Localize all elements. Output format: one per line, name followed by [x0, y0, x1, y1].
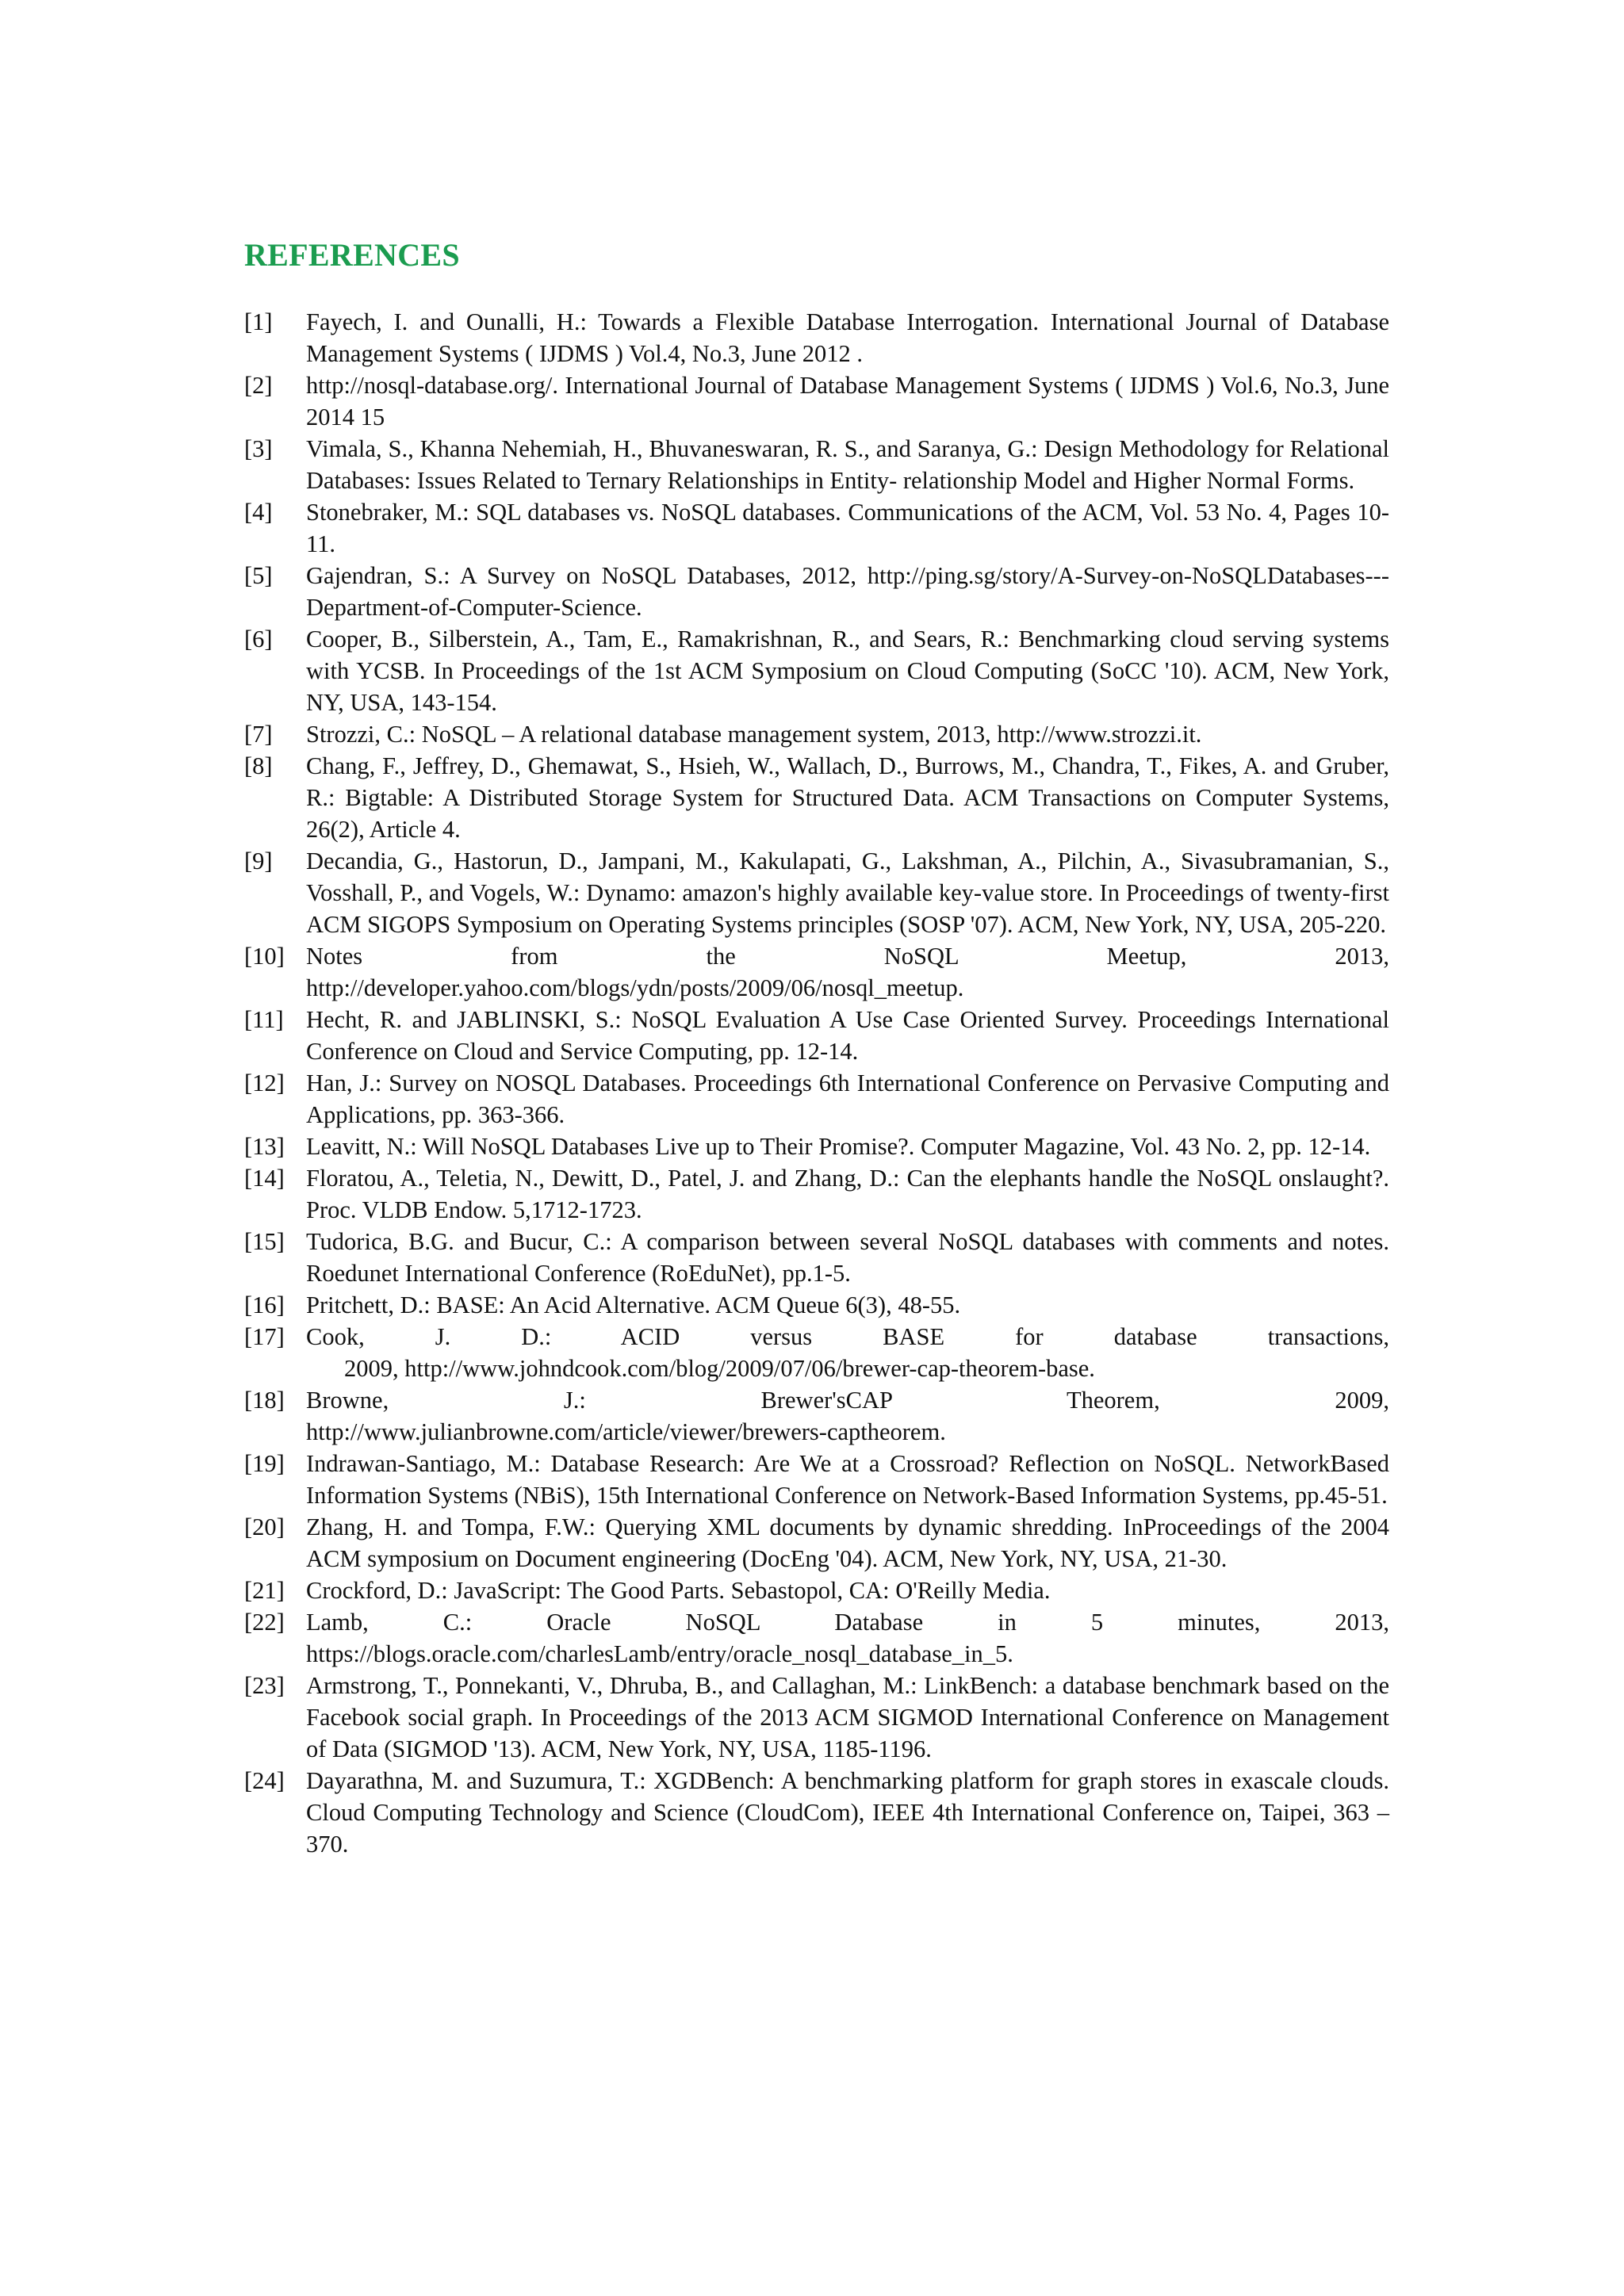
reference-item [244, 750, 1389, 845]
reference-text [306, 1765, 1389, 1860]
reference-item [244, 1765, 1389, 1860]
reference-item [244, 1670, 1389, 1765]
reference-text [306, 369, 1389, 433]
reference-number: [14] [244, 1165, 285, 1192]
reference-number: [24] [244, 1767, 285, 1794]
reference-text-line: Strozzi, C.: NoSQL – A relational database management system, 2013, http://www.strozzi.it. [306, 721, 1202, 748]
reference-number: [18] [244, 1387, 285, 1414]
reference-text-line: Indrawan-Santiago, M.: Database Research: Are We at a Crossroad? Reflection on NoSQL. NetworkBased Information Systems (NBiS), 15th International Conference on Network-Based Information Systems, pp.45-51. [306, 1450, 1389, 1509]
reference-number: [23] [244, 1672, 285, 1699]
reference-item [244, 1606, 1389, 1670]
reference-text-line: Han, J.: Survey on NOSQL Databases. Proceedings 6th International Conference on Pervasive Computing and Applications, pp. 363-366. [306, 1070, 1389, 1128]
reference-item [244, 940, 1389, 1004]
reference-text-line: http://www.julianbrowne.com/article/viewer/brewers-captheorem. [306, 1418, 946, 1445]
reference-text [306, 1575, 1389, 1606]
reference-text-line: Dayarathna, M. and Suzumura, T.: XGDBench: A benchmarking platform for graph stores in exascale clouds. Cloud Computing Technology and Science (CloudCom), IEEE 4th International Conference on, Taipei, 363 – 370. [306, 1767, 1389, 1858]
reference-number: [20] [244, 1513, 285, 1540]
reference-text-line: Cook, J. D.: ACID versus BASE for database transactions, [306, 1323, 1389, 1350]
reference-number: [19] [244, 1450, 285, 1477]
reference-text-line: Hecht, R. and JABLINSKI, S.: NoSQL Evaluation A Use Case Oriented Survey. Proceedings International Conference on Cloud and Service Computing, pp. 12-14. [306, 1006, 1389, 1065]
reference-number: [12] [244, 1070, 285, 1096]
reference-item [244, 1384, 1389, 1448]
reference-text [306, 1321, 1389, 1384]
reference-number: [1] [244, 308, 273, 335]
reference-text-line: Leavitt, N.: Will NoSQL Databases Live up to Their Promise?. Computer Magazine, Vol. 43 No. 2, pp. 12-14. [306, 1133, 1371, 1160]
reference-item [244, 560, 1389, 623]
reference-text-line: Stonebraker, M.: SQL databases vs. NoSQL databases. Communications of the ACM, Vol. 53 No. 4, Pages 10-11. [306, 499, 1389, 557]
reference-text [306, 718, 1389, 750]
reference-text-line: http://developer.yahoo.com/blogs/ydn/posts/2009/06/nosql_meetup. [306, 974, 964, 1001]
reference-text [306, 1067, 1389, 1131]
reference-number: [11] [244, 1006, 284, 1033]
reference-item [244, 1448, 1389, 1511]
reference-text-line: 2009, http://www.johndcook.com/blog/2009/07/06/brewer-cap-theorem-base. [344, 1355, 1095, 1382]
reference-text [306, 1131, 1389, 1162]
reference-text [306, 1289, 1389, 1321]
reference-text-line: Fayech, I. and Ounalli, H.: Towards a Flexible Database Interrogation. International Journal of Database Management Systems ( IJDMS ) Vol.4, No.3, June 2012 . [306, 308, 1389, 367]
reference-text-line: Floratou, A., Teletia, N., Dewitt, D., Patel, J. and Zhang, D.: Can the elephants handle the NoSQL onslaught?. Proc. VLDB Endow. 5,1712-1723. [306, 1165, 1389, 1223]
reference-item [244, 1067, 1389, 1131]
reference-text-line: http://nosql-database.org/. International Journal of Database Management Systems ( IJDMS ) Vol.6, No.3, June 2014 15 [306, 372, 1389, 430]
reference-item [244, 1162, 1389, 1226]
reference-number: [5] [244, 562, 273, 589]
reference-text-line: Gajendran, S.: A Survey on NoSQL Databases, 2012, http://ping.sg/story/A-Survey-on-NoSQLDatabases---Department-of-Computer-Science. [306, 562, 1389, 621]
reference-text [306, 433, 1389, 496]
reference-number: [13] [244, 1133, 285, 1160]
reference-number: [9] [244, 848, 273, 874]
reference-text-line: Vimala, S., Khanna Nehemiah, H., Bhuvaneswaran, R. S., and Saranya, G.: Design Methodology for Relational Databases: Issues Related to Ternary Relationships in Entity- relationship Model and Higher Normal Forms. [306, 435, 1389, 494]
reference-item [244, 1321, 1389, 1384]
reference-text [306, 1226, 1389, 1289]
reference-item [244, 845, 1389, 940]
reference-text-line: Pritchett, D.: BASE: An Acid Alternative. ACM Queue 6(3), 48-55. [306, 1292, 961, 1318]
reference-text-line: Zhang, H. and Tompa, F.W.: Querying XML documents by dynamic shredding. InProceedings of the 2004 ACM symposium on Document engineering (DocEng '04). ACM, New York, NY, USA, 21-30. [306, 1513, 1389, 1572]
reference-text-line: Lamb, C.: Oracle NoSQL Database in 5 minutes, 2013, [306, 1609, 1389, 1636]
reference-item [244, 1131, 1389, 1162]
reference-item [244, 1004, 1389, 1067]
reference-item [244, 1511, 1389, 1575]
reference-text-line: https://blogs.oracle.com/charlesLamb/entry/oracle_nosql_database_in_5. [306, 1640, 1013, 1667]
reference-text [306, 940, 1389, 1004]
reference-text [306, 623, 1389, 718]
reference-text [306, 1384, 1389, 1448]
reference-text [306, 560, 1389, 623]
reference-text [306, 496, 1389, 560]
references-heading: REFERENCES [244, 237, 460, 273]
reference-number: [8] [244, 752, 273, 779]
reference-text [306, 1004, 1389, 1067]
reference-text [306, 1162, 1389, 1226]
reference-text [306, 1448, 1389, 1511]
reference-item [244, 306, 1389, 369]
reference-item [244, 1575, 1389, 1606]
reference-text-line: Cooper, B., Silberstein, A., Tam, E., Ramakrishnan, R., and Sears, R.: Benchmarking cloud serving systems with YCSB. In Proceedings of the 1st ACM Symposium on Cloud Computing (SoCC '10). ACM, New York, NY, USA, 143-154. [306, 626, 1389, 716]
reference-item [244, 623, 1389, 718]
reference-number: [21] [244, 1577, 285, 1604]
reference-number: [17] [244, 1323, 285, 1350]
reference-text-line: Chang, F., Jeffrey, D., Ghemawat, S., Hsieh, W., Wallach, D., Burrows, M., Chandra, T., Fikes, A. and Gruber, R.: Bigtable: A Distributed Storage System for Structured Data. ACM Transactions on Computer Systems, 26(2), Article 4. [306, 752, 1389, 843]
reference-text-line: Crockford, D.: JavaScript: The Good Parts. Sebastopol, CA: O'Reilly Media. [306, 1577, 1051, 1604]
reference-text [306, 1511, 1389, 1575]
reference-number: [16] [244, 1292, 285, 1318]
reference-item [244, 1226, 1389, 1289]
reference-text-line: Decandia, G., Hastorun, D., Jampani, M., Kakulapati, G., Lakshman, A., Pilchin, A., Sivasubramanian, S., Vosshall, P., and Vogels, W.: Dynamo: amazon's highly available key-value store. In Proceedings of twenty-first ACM SIGOPS Symposium on Operating Systems principles (SOSP '07). ACM, New York, NY, USA, 205-220. [306, 848, 1389, 938]
reference-text-line: Armstrong, T., Ponnekanti, V., Dhruba, B., and Callaghan, M.: LinkBench: a database benchmark based on the Facebook social graph. In Proceedings of the 2013 ACM SIGMOD International Conference on Management of Data (SIGMOD '13). ACM, New York, NY, USA, 1185-1196. [306, 1672, 1389, 1762]
reference-item [244, 1289, 1389, 1321]
reference-number: [6] [244, 626, 273, 652]
reference-item [244, 496, 1389, 560]
reference-number: [22] [244, 1609, 285, 1636]
reference-item [244, 433, 1389, 496]
reference-text [306, 1670, 1389, 1765]
reference-text [306, 306, 1389, 369]
reference-number: [7] [244, 721, 273, 748]
reference-list [244, 306, 1389, 1860]
reference-text-line: Notes from the NoSQL Meetup, 2013, [306, 943, 1389, 970]
reference-number: [4] [244, 499, 273, 526]
reference-number: [15] [244, 1228, 285, 1255]
reference-text [306, 750, 1389, 845]
reference-number: [3] [244, 435, 273, 462]
reference-number: [2] [244, 372, 273, 399]
reference-number: [10] [244, 943, 285, 970]
reference-item [244, 718, 1389, 750]
reference-item [244, 369, 1389, 433]
reference-text [306, 845, 1389, 940]
reference-text [306, 1606, 1389, 1670]
reference-text-line: Tudorica, B.G. and Bucur, C.: A comparison between several NoSQL databases with comments and notes. Roedunet International Conference (RoEduNet), pp.1-5. [306, 1228, 1389, 1287]
reference-text-line: Browne, J.: Brewer'sCAP Theorem, 2009, [306, 1387, 1389, 1414]
